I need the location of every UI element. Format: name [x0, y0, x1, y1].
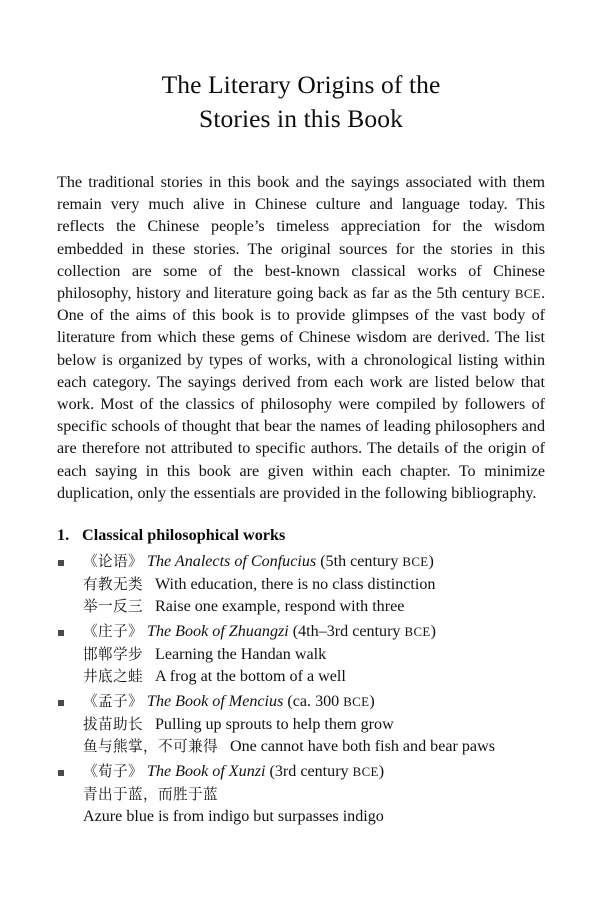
entry-english-title: The Book of Xunzi: [147, 762, 266, 780]
page-content-column: [57, 0, 545, 831]
entry-title-line: [57, 621, 545, 644]
entry-title-line: [57, 761, 545, 784]
entry-chinese-title: 《荀子》: [83, 762, 143, 780]
saying-row: [83, 784, 545, 827]
saying-row: [83, 596, 545, 618]
saying-english: One cannot have both fish and bear paws: [229, 737, 495, 755]
entry-title-line: [57, 691, 545, 714]
saying-chinese: 举一反三: [83, 597, 143, 615]
saying-english: Pulling up sprouts to help them grow: [154, 716, 394, 734]
entry-english-title: The Book of Zhuangzi: [147, 622, 289, 640]
intro-paragraph: [57, 136, 545, 505]
section-heading: [57, 505, 545, 546]
saying-list: [57, 714, 545, 757]
saying-chinese: 鱼与熊掌，不可兼得: [83, 737, 218, 755]
entry-date-close: ): [369, 692, 375, 710]
saying-row: [83, 714, 545, 736]
entry-title-text: [83, 551, 545, 574]
entry-title-text: [83, 621, 545, 644]
saying-chinese: 井底之蛙: [83, 667, 143, 685]
entry-date-close: ): [430, 622, 436, 640]
saying-english: A frog at the bottom of a well: [154, 667, 346, 685]
saying-chinese: 拔苗助长: [83, 716, 143, 734]
entry-date-era: BCE: [404, 624, 431, 639]
saying-english: With education, there is no class distinction: [154, 576, 436, 594]
square-bullet-icon: [57, 692, 83, 715]
intro-text-part-2: . One of the aims of this book is to provide glimpses of the vast body of literature from which these gems of Chinese wisdom are derived. The list below is organized by types of works, with a chronological listing within each category. The sayings derived from each work are listed below that work. Most of the classics of philosophy were compiled by followers of specific schools of thought that bear the names of leading philosophers and are therefore not attributed to specific authors. The details of the origin of each saying in this book are given within each chapter. To minimize duplication, only the essentials are provided in the following bibliography.: [57, 285, 545, 502]
square-bullet-icon: [57, 762, 83, 785]
saying-chinese: 青出于蓝，而胜于蓝: [83, 786, 218, 804]
era-abbreviation: BCE: [514, 287, 541, 302]
page-title-line-2: Stories in this Book: [199, 104, 403, 133]
page-title: [57, 0, 545, 136]
saying-row: [83, 736, 545, 758]
saying-row: [83, 644, 545, 666]
entry-date-open: (ca. 300: [287, 692, 344, 710]
saying-list: [57, 784, 545, 827]
bibliography-entry: [57, 621, 545, 687]
entry-date-open: (3rd century: [269, 762, 353, 780]
bibliography-entry: [57, 691, 545, 757]
entry-date-open: (4th–3rd century: [292, 622, 405, 640]
intro-text-part-1: The traditional stories in this book and the sayings associated with them remain very much alive in Chinese culture and language today. This reflects the Chinese people’s timeless appreciation for the wisdom embedded in these stories. The original sources for the stories in this collection are some of the best-known classical works of Chinese philosophy, history and literature going back as far as the 5th century: [57, 174, 545, 303]
entry-english-title: The Book of Mencius: [147, 692, 284, 710]
bibliography-entry: [57, 761, 545, 827]
saying-list: [57, 574, 545, 617]
entry-date-era: BCE: [352, 764, 379, 779]
entry-title-text: [83, 691, 545, 714]
bibliography-entry: [57, 551, 545, 617]
saying-english: Learning the Handan walk: [154, 646, 327, 664]
entry-date-open: (5th century: [320, 553, 403, 571]
saying-row: [83, 666, 545, 688]
entry-date-close: ): [428, 553, 434, 571]
square-bullet-icon: [57, 622, 83, 645]
entry-title-text: [83, 761, 545, 784]
entry-date-era: BCE: [402, 555, 429, 570]
entry-english-title: The Analects of Confucius: [147, 553, 317, 571]
section-number: 1.: [57, 526, 70, 545]
saying-chinese: 邯郸学步: [83, 646, 143, 664]
entry-date-era: BCE: [343, 694, 370, 709]
bibliography-entry-list: [57, 546, 545, 827]
saying-row: [83, 574, 545, 596]
entry-chinese-title: 《庄子》: [83, 622, 143, 640]
entry-date-close: ): [378, 762, 385, 780]
saying-english: Azure blue is from indigo but surpasses indigo: [83, 807, 384, 825]
saying-chinese: 有教无类: [83, 576, 143, 594]
section-heading-label: Classical philosophical works: [82, 526, 286, 545]
square-bullet-icon: [57, 552, 83, 575]
saying-english: Raise one example, respond with three: [154, 597, 405, 615]
page-title-line-1: The Literary Origins of the: [161, 70, 441, 99]
entry-chinese-title: 《孟子》: [83, 692, 143, 710]
entry-chinese-title: 《论语》: [83, 553, 143, 571]
entry-title-line: [57, 551, 545, 574]
saying-list: [57, 644, 545, 687]
